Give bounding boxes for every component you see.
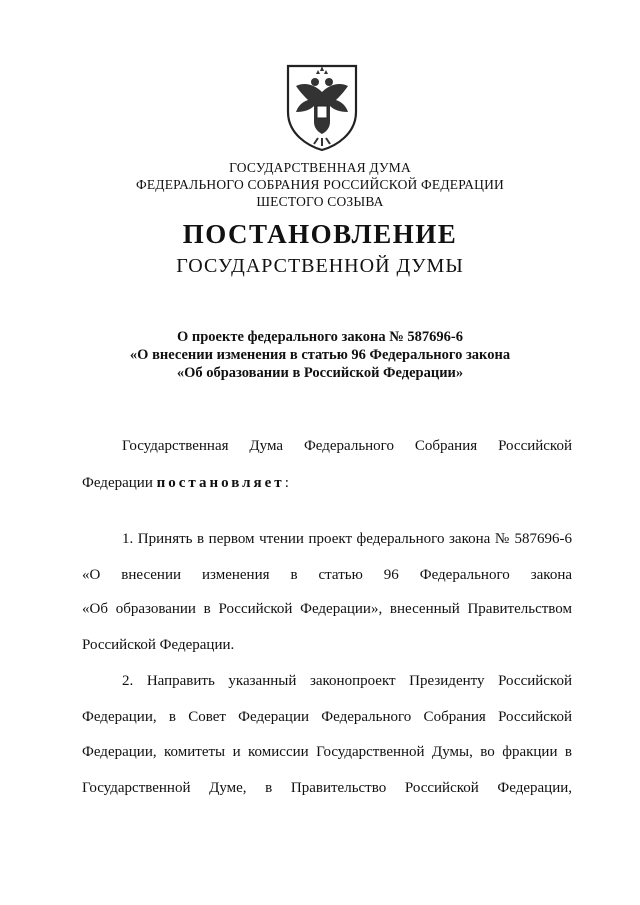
preamble-line-1: Государственная Дума Федерального Собрания Российской: [122, 438, 572, 454]
subject-line-1: О проекте федерального закона № 587696-6: [176, 329, 464, 345]
item2-line-4: Государственной Думе, в Правительство Российской Федерации,: [82, 780, 572, 796]
document-subject: [0, 328, 640, 382]
item2-line-2: Федерации, в Совет Федерации Федерального Собрания Российской: [82, 709, 572, 725]
item1-line-1: 1. Принять в первом чтении проект федерального закона № 587696-6: [122, 531, 572, 547]
state-emblem-icon: [284, 62, 360, 152]
subject-line-3: «Об образовании в Российской Федерации»: [176, 365, 464, 381]
issuing-body-header: [0, 159, 640, 210]
preamble-line-2: [82, 474, 572, 492]
item1-line-3: «Об образовании в Российской Федерации», внесенный Правительством: [82, 601, 572, 617]
preamble-suffix: :: [284, 475, 289, 491]
header-line-2: ФЕДЕРАЛЬНОГО СОБРАНИЯ РОССИЙСКОЙ ФЕДЕРАЦИИ: [136, 177, 504, 192]
item1-line-4: Российской Федерации.: [82, 637, 235, 653]
header-line-1: ГОСУДАРСТВЕННАЯ ДУМА: [229, 160, 411, 175]
item2-line-3: Федерации, комитеты и комиссии Государственной Думы, во фракции в: [82, 744, 572, 760]
document-subtitle: ГОСУДАРСТВЕННОЙ ДУМЫ: [176, 255, 464, 277]
subject-line-2: «О внесении изменения в статью 96 Федерального закона: [129, 347, 511, 363]
document-title: ПОСТАНОВЛЕНИЕ: [182, 219, 458, 249]
item1-line-2: «О внесении изменения в статью 96 Федерального закона: [82, 567, 572, 583]
header-line-3: ШЕСТОГО СОЗЫВА: [256, 194, 384, 209]
preamble-prefix: Федерации: [82, 475, 157, 491]
resolution-verb: постановляет: [156, 475, 285, 491]
item2-line-1: 2. Направить указанный законопроект Президенту Российской: [122, 673, 572, 689]
